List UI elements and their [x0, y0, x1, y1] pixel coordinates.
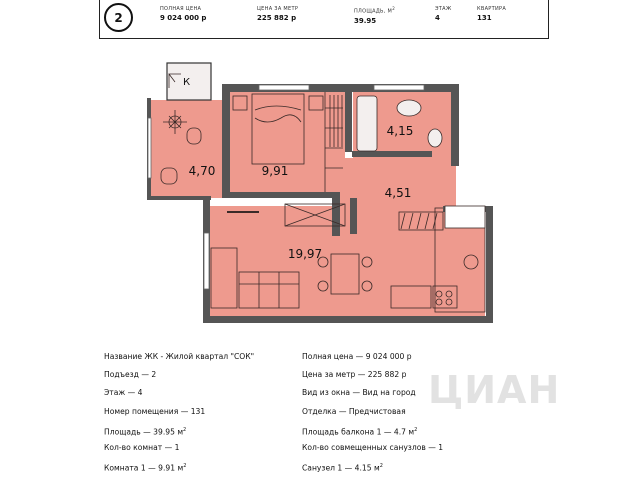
- detail-room-count: Кол-во комнат — 1: [104, 442, 180, 452]
- header-label: ЦЕНА ЗА МЕТР: [257, 6, 299, 12]
- details-right: [302, 352, 443, 479]
- detail-bathroom-count: Кол-во совмещенных санузлов — 1: [302, 442, 444, 452]
- header-apartment: [477, 6, 506, 22]
- header-label: ПОЛНАЯ ЦЕНА: [160, 6, 202, 12]
- details-left: [104, 352, 254, 479]
- header-price-per-meter: [257, 6, 298, 22]
- listing-header: [100, 0, 550, 38]
- detail-complex-name: Название ЖК - Жилой квартал "СОК": [104, 352, 255, 361]
- header-value: 131: [477, 14, 492, 22]
- cian-watermark: ЦИАН: [428, 368, 561, 412]
- detail-bathroom-1-area: Санузел 1 — 4.15 $м^2$: [302, 463, 383, 473]
- detail-window-view: Вид из окна — Вид на город: [302, 388, 416, 398]
- header-label: КВАРТИРА: [477, 6, 507, 12]
- detail-price-per-meter: Цена за метр — 225 882 р: [302, 370, 407, 380]
- room-area-balcony: 4,70: [188, 164, 216, 178]
- room-area-bedroom: 9,91: [261, 164, 289, 178]
- header-value: 225 882 р: [257, 14, 297, 22]
- header-full-price: [160, 6, 206, 22]
- balcony-room: [150, 100, 223, 198]
- room-area-living: 19,97: [287, 247, 323, 261]
- entrance-number: 2: [114, 10, 123, 25]
- header-area: [354, 6, 395, 25]
- detail-entrance: Подъезд — 2: [104, 370, 157, 380]
- header-value: 4: [435, 14, 440, 22]
- floor-plan: [147, 58, 494, 324]
- frame-divider-line: [99, 38, 549, 39]
- header-floor: [435, 6, 452, 22]
- room-area-hallway: 4,51: [384, 186, 412, 200]
- detail-unit-number: Номер помещения — 131: [104, 406, 206, 416]
- detail-room-1-area: Комната 1 — 9.91 $м^2$: [104, 463, 187, 473]
- entrance-badge: [104, 3, 133, 32]
- header-value: 39.95: [354, 16, 377, 25]
- closet-letter: К: [183, 77, 191, 88]
- detail-full-price: Полная цена — 9 024 000 р: [302, 352, 412, 361]
- floor-plan-drawing: [147, 58, 494, 324]
- detail-balcony-area: Площадь балкона 1 — 4.7 $м^2$: [302, 426, 418, 437]
- detail-area: Площадь — 39.95 $м^2$: [104, 426, 187, 437]
- header-label: ПЛОЩАДЬ, $М^2$: [354, 6, 396, 15]
- detail-floor: Этаж — 4: [104, 388, 143, 398]
- header-value: 9 024 000 р: [160, 14, 207, 22]
- header-label: ЭТАЖ: [435, 6, 452, 12]
- detail-finishing: Отделка — Предчистовая: [302, 406, 406, 416]
- room-area-bathroom: 4,15: [386, 124, 414, 138]
